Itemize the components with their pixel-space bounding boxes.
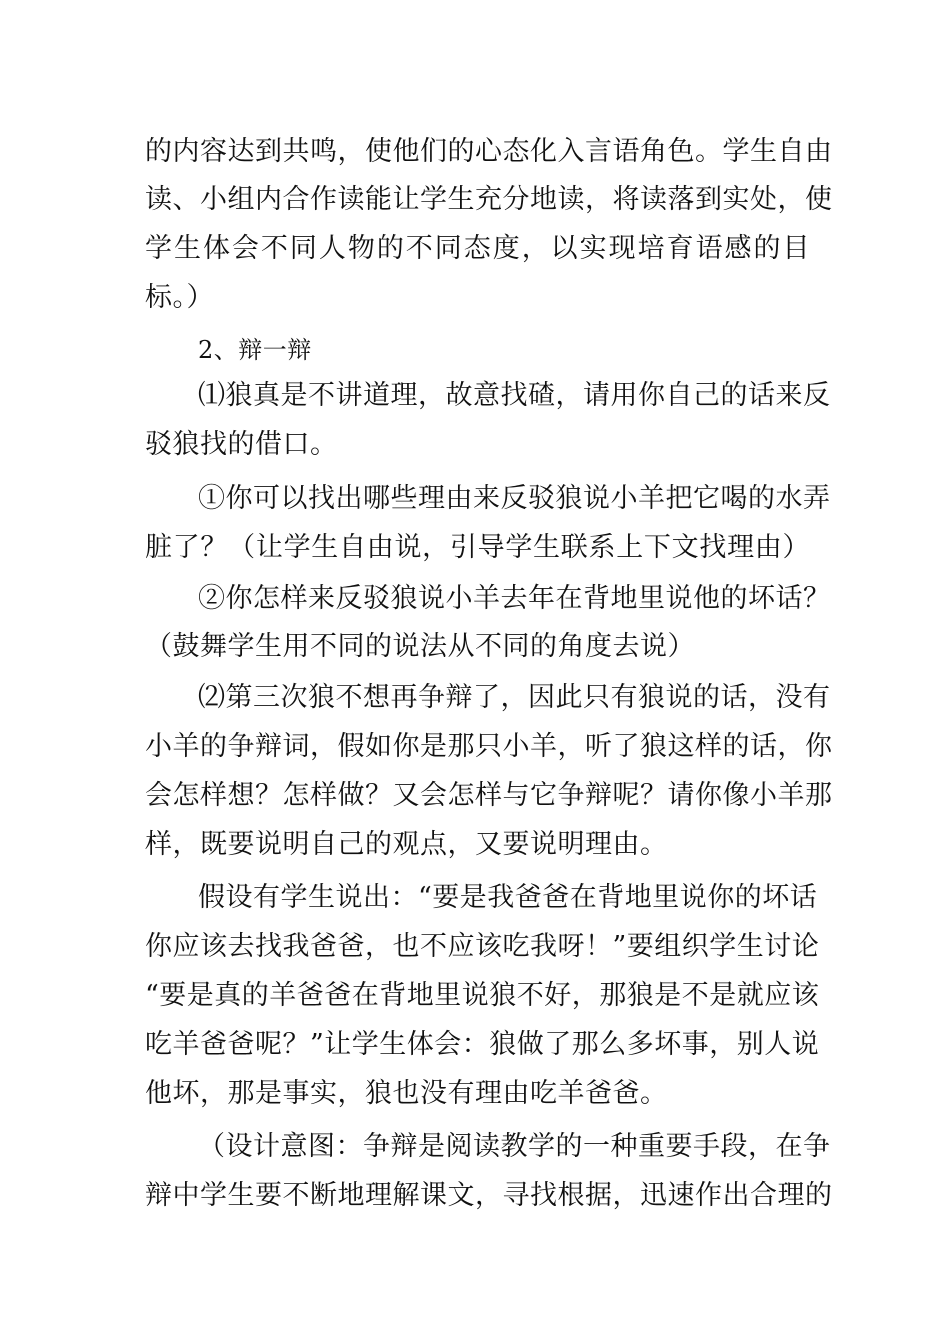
text-line: 假设有学生说出：“要是我爸爸在背地里说你的坏话 xyxy=(198,882,818,913)
text-line: ②你怎样来反驳狼说小羊去年在背地里说他的坏话？ xyxy=(198,583,831,614)
text-line: 的内容达到共鸣，使他们的心态化入言语角色。学生自由 xyxy=(145,136,833,167)
section-heading: 2、辩一辩 xyxy=(198,336,312,364)
text-line: 学生体会不同人物的不同态度，以实现培育语感的目 xyxy=(145,233,810,264)
text-line: 读、小组内合作读能让学生充分地读，将读落到实处，使 xyxy=(145,184,833,215)
text-line: 脏了？（让学生自由说，引导学生联系上下文找理由） xyxy=(145,532,810,563)
text-line: 标。） xyxy=(145,282,214,313)
text-line: ⑴狼真是不讲道理，故意找碴，请用你自己的话来反 xyxy=(198,380,831,411)
text-line: 你应该去找我爸爸，也不应该吃我呀！”要组织学生讨论 xyxy=(145,931,820,962)
text-line: 驳狼找的借口。 xyxy=(145,429,338,460)
text-line: “要是真的羊爸爸在背地里说狼不好，那狼是不是就应该 xyxy=(145,980,820,1011)
text-line: 会怎样想？怎样做？又会怎样与它争辩呢？请你像小羊那 xyxy=(145,780,833,811)
text-line: （设计意图：争辩是阅读教学的一种重要手段，在争 xyxy=(198,1131,831,1162)
text-line: ①你可以找出哪些理由来反驳狼说小羊把它喝的水弄 xyxy=(198,483,831,514)
text-line: 辩中学生要不断地理解课文，寻找根据，迅速作出合理的 xyxy=(145,1180,833,1211)
text-line: 样，既要说明自己的观点，又要说明理由。 xyxy=(145,829,668,860)
text-line: ⑵第三次狼不想再争辩了，因此只有狼说的话，没有 xyxy=(198,682,831,713)
text-line: （鼓舞学生用不同的说法从不同的角度去说） xyxy=(145,631,695,662)
text-line: 他坏，那是事实，狼也没有理由吃羊爸爸。 xyxy=(145,1078,668,1109)
text-line: 吃羊爸爸呢？”让学生体会：狼做了那么多坏事，别人说 xyxy=(145,1029,820,1060)
text-line: 小羊的争辩词，假如你是那只小羊，听了狼这样的话，你 xyxy=(145,731,833,762)
